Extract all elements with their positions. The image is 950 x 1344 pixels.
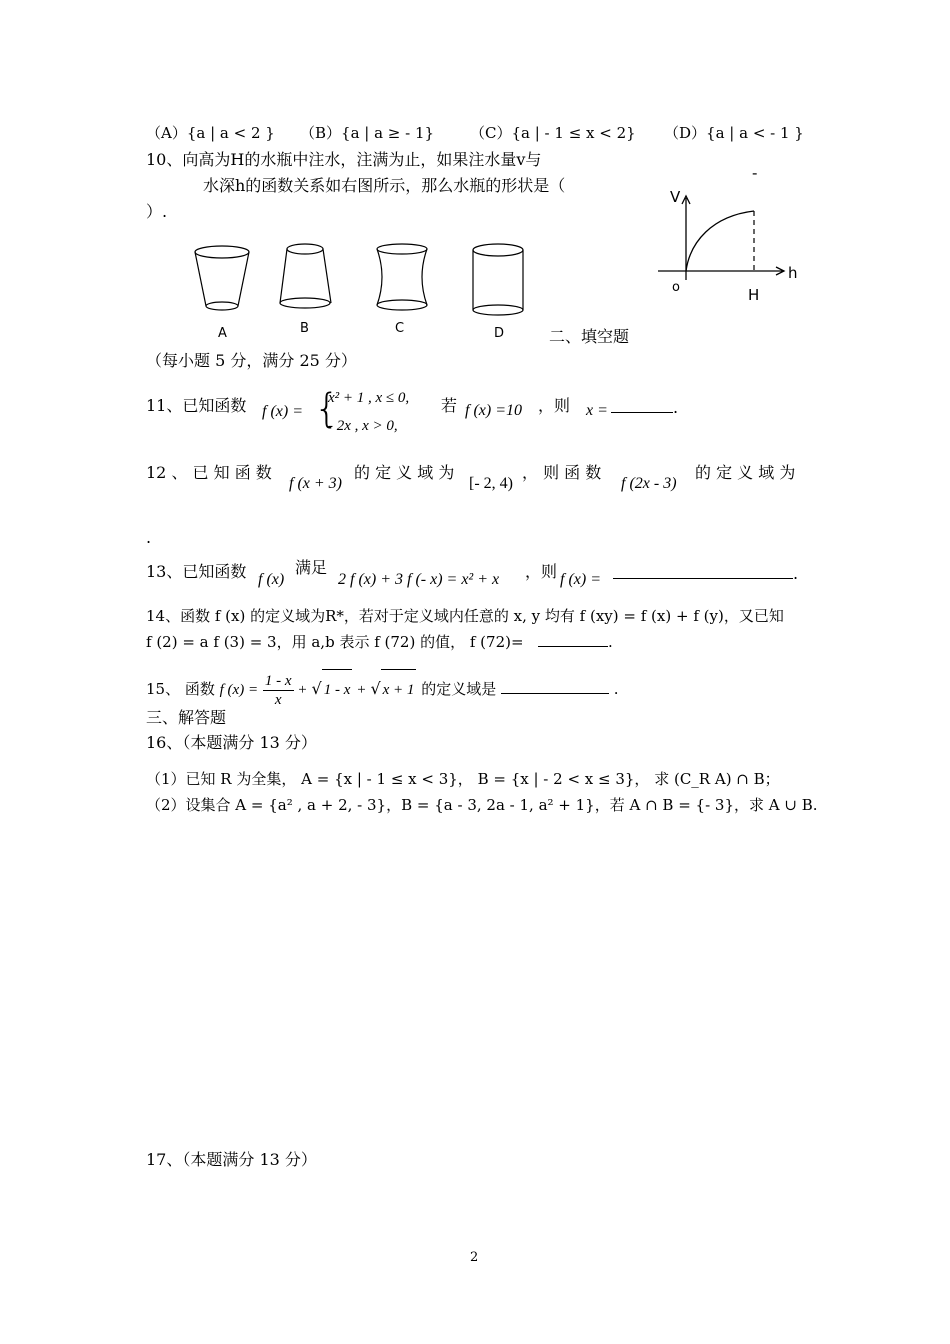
q15-sqrt1: 1 - x: [322, 669, 353, 710]
graph-y-label: V: [670, 188, 681, 206]
q17-title: 17、（本题满分 13 分）: [146, 1150, 317, 1169]
q9-option-a: （A）{a | a < 2 }: [146, 124, 275, 142]
bottle-b: [280, 244, 331, 336]
bottle-c-label: C: [395, 321, 405, 336]
q15-plus1: +: [298, 682, 307, 698]
q14-line1: 14、函数 f (x) 的定义域为R*，若对于定义域内任意的 x, y 均有 f (xy) = f (x) + f (y)，又已知: [146, 607, 784, 625]
q12-f1: f (x + 3): [289, 475, 342, 492]
q13-eq: 2 f (x) + 3 f (- x) = x² + x: [338, 571, 500, 588]
q11-prefix: 11、已知函数: [146, 396, 247, 415]
q15-den: x: [274, 691, 282, 708]
q15-sqrt2: x + 1: [381, 669, 417, 710]
q12-p1: 12 、 已 知 函 数: [146, 463, 272, 482]
q10-line2: 水深h的函数关系如右图所示，那么水瓶的形状是（: [203, 176, 566, 195]
q11-case1: x² + 1 , x ≤ 0,: [328, 390, 410, 406]
q10-bottles: [185, 238, 545, 343]
graph-h-label: H: [748, 286, 760, 304]
graph-origin-label: o: [672, 280, 680, 295]
q15-line: 15、 函数 f (x) = $\frac{1 - x}{x}$ + √ 1 - x + √ x + 1 的定义域是 .: [146, 669, 619, 709]
section2-title: 二、填空题: [549, 327, 630, 346]
q11-cond-word: 若: [441, 396, 458, 415]
q16-title: 16、（本题满分 13 分）: [146, 733, 317, 752]
bottle-d: [473, 244, 523, 341]
q13-prefix: 13、已知函数: [146, 562, 247, 581]
q15-radical2-icon: √: [370, 679, 381, 698]
q15-fraction: [263, 672, 294, 709]
q11-case2: - 2x , x > 0,: [328, 418, 398, 434]
q13-mid: 满足: [295, 558, 328, 577]
q9-option-b: （B）{a | a ≥ - 1}: [300, 124, 435, 142]
q12-p4: 的 定 义 域 为: [695, 463, 796, 482]
q15-num: 1 - x: [264, 672, 292, 689]
q10-dash: -: [752, 163, 758, 182]
q11-ask: x =: [586, 402, 608, 419]
graph-x-label: h: [788, 264, 798, 282]
q13-then: ，则: [525, 562, 558, 581]
q15-fx: f (x) =: [219, 682, 259, 698]
section2-note: （每小题 5 分，满分 25 分）: [146, 351, 357, 370]
bottle-a: [195, 246, 249, 341]
section3-title: 三、解答题: [146, 708, 227, 727]
q10-graph: [650, 180, 810, 310]
q12-p3: ， 则 函 数: [522, 463, 602, 482]
bottle-c: [377, 244, 427, 336]
q9-option-c: （C）{a | - 1 ≤ x < 2}: [470, 124, 636, 142]
bottle-b-label: B: [300, 321, 309, 336]
q13-f: f (x): [258, 571, 285, 588]
q16-part1: （1）已知 R 为全集， A = {x | - 1 ≤ x < 3}， B = {x | - 2 < x ≤ 3}， 求 (C_R A) ∩ B；: [146, 770, 780, 788]
q11-cond: f (x) =10: [465, 402, 522, 419]
q15-suffix: 的定义域是: [421, 680, 497, 698]
q9-option-d: （D）{a | a < - 1 }: [664, 124, 804, 142]
q15-answer-blank: [501, 679, 609, 694]
q11-answer-blank: .: [611, 398, 678, 418]
page-number: 2: [470, 1250, 479, 1265]
bottle-d-label: D: [494, 326, 505, 341]
q10-line1: 10、向高为H的水瓶中注水，注满为止，如果注水量v与: [146, 150, 542, 169]
q14-line2: f (2) = a f (3) = 3，用 a,b 表示 f (72) 的值， f (72)=: [146, 633, 524, 651]
q15-plus2: +: [357, 682, 366, 698]
bottle-a-label: A: [218, 326, 227, 341]
q12-domain: [- 2, 4): [469, 475, 513, 492]
q11-then: ，则: [538, 396, 571, 415]
q10-line3: ）.: [146, 202, 168, 221]
q15-prefix: 15、 函数: [146, 680, 215, 698]
q13-answer-blank: .: [613, 564, 798, 584]
q13-ask: f (x) =: [560, 571, 601, 588]
q11-brace-icon: {: [314, 386, 340, 432]
graph-curve: [686, 211, 754, 271]
q12-dot: .: [146, 528, 152, 547]
q11-fx: f (x) =: [262, 403, 303, 420]
q12-p2: 的 定 义 域 为: [354, 463, 455, 482]
q15-radical1-icon: √: [311, 679, 322, 698]
q12-f2: f (2x - 3): [621, 475, 677, 492]
q14-answer-blank: .: [538, 632, 613, 652]
q16-part2: （2）设集合 A = {a² , a + 2, - 3}，B = {a - 3, 2a - 1, a² + 1}，若 A ∩ B = {- 3}，求 A ∪ B.: [146, 796, 818, 814]
